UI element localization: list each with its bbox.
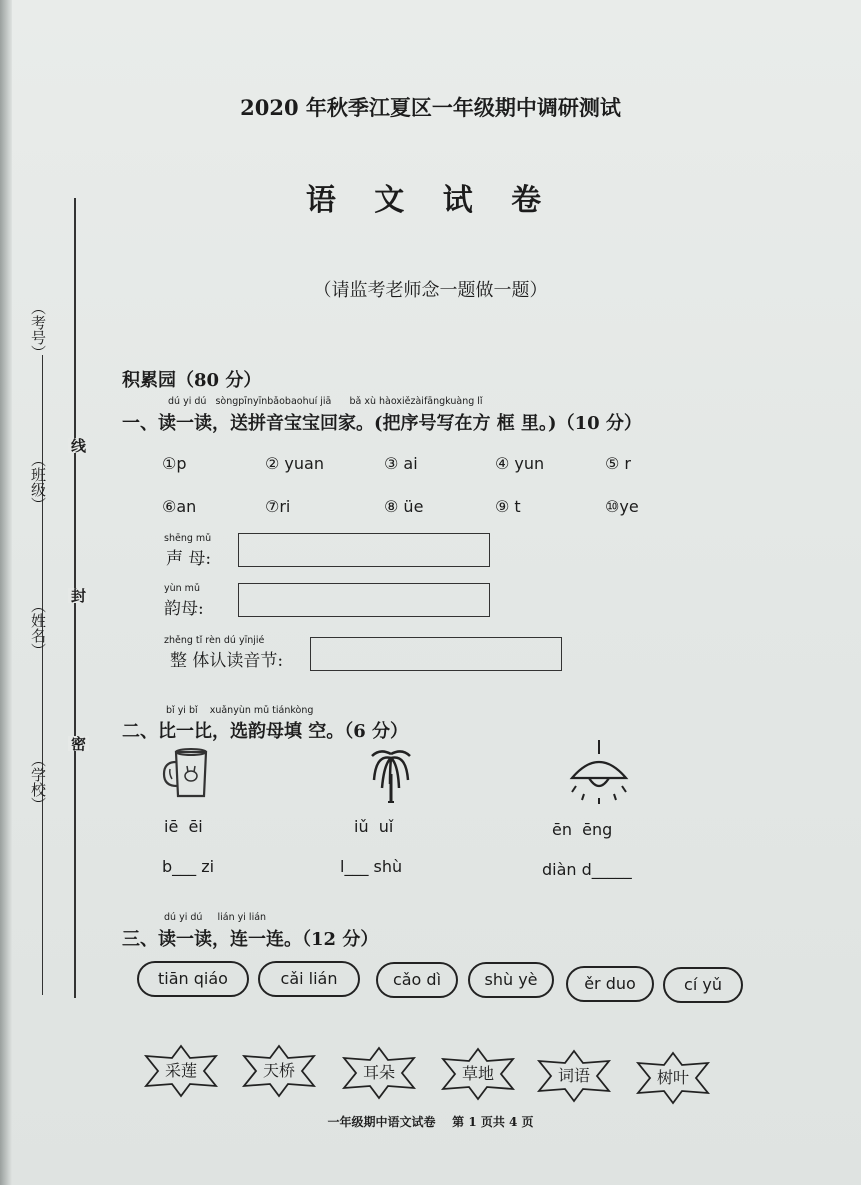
q2-choices-3: ēn ēng bbox=[552, 820, 613, 839]
option-8: ⑧ üe bbox=[384, 497, 424, 516]
word-star-5[interactable] bbox=[537, 1049, 611, 1103]
willow-tree-icon bbox=[366, 744, 416, 808]
q2-blank-2[interactable]: l___ shù bbox=[340, 857, 403, 876]
option-7: ⑦ri bbox=[265, 497, 291, 516]
exam-subject: 语 文 试 卷 bbox=[305, 183, 556, 218]
zhengti-pinyin: zhěng tǐ rèn dú yīnjié bbox=[164, 635, 265, 646]
name-label: （姓名） bbox=[29, 598, 47, 658]
q2-choices-2: iǔ uǐ bbox=[354, 817, 394, 836]
q2-text: 二、比一比，选韵母填 空。（6 分） bbox=[122, 721, 409, 742]
section-title: 积累园（80 分） bbox=[122, 370, 262, 391]
seal-feng-label: 封 bbox=[69, 588, 87, 603]
yunmu-answer-box[interactable] bbox=[238, 583, 490, 617]
pinyin-word-3[interactable]: cǎo dì bbox=[376, 962, 458, 998]
shengmu-answer-box[interactable] bbox=[238, 533, 490, 567]
zhengti-answer-box[interactable] bbox=[310, 637, 562, 671]
shengmu-label: 声 母: bbox=[166, 549, 212, 569]
pinyin-word-1[interactable]: tiān qiáo bbox=[137, 961, 249, 997]
shengmu-pinyin: shēng mǔ bbox=[164, 533, 212, 544]
pinyin-word-4[interactable]: shù yè bbox=[468, 962, 554, 998]
q3-pinyin: dú yi dú lián yi lián bbox=[164, 912, 267, 923]
q2-blank-1[interactable]: b___ zi bbox=[162, 857, 215, 876]
option-9: ⑨ t bbox=[495, 497, 521, 516]
pinyin-word-2[interactable]: cǎi lián bbox=[258, 961, 360, 997]
q2-choices-1: iē ēi bbox=[164, 817, 203, 836]
pinyin-word-5[interactable]: ěr duo bbox=[566, 966, 654, 1002]
word-3: 耳朵 bbox=[362, 1063, 395, 1082]
option-5: ⑤ r bbox=[605, 454, 632, 473]
zhengti-label: 整 体认读音节: bbox=[170, 651, 284, 671]
yunmu-pinyin: yùn mǔ bbox=[164, 583, 200, 594]
word-star-1[interactable] bbox=[144, 1044, 218, 1098]
word-5: 词语 bbox=[557, 1066, 590, 1085]
option-1: ①p bbox=[162, 454, 187, 473]
option-3: ③ ai bbox=[384, 454, 418, 473]
option-4: ④ yun bbox=[495, 454, 545, 473]
word-1: 采莲 bbox=[164, 1061, 197, 1080]
word-star-6[interactable] bbox=[636, 1051, 710, 1105]
school-label: （学校） bbox=[29, 752, 47, 812]
word-6: 树叶 bbox=[656, 1068, 689, 1087]
q2-pinyin: bǐ yi bǐ xuǎnyùn mǔ tiánkòng bbox=[166, 705, 314, 716]
q3-text: 三、读一读，连一连。（12 分） bbox=[122, 929, 379, 950]
q1-text: 一、读一读，送拼音宝宝回家。(把序号写在方 框 里。)（10 分） bbox=[122, 413, 642, 434]
word-4: 草地 bbox=[461, 1064, 494, 1083]
pinyin-word-6[interactable]: cí yǔ bbox=[663, 967, 743, 1003]
word-2: 天桥 bbox=[262, 1061, 295, 1080]
seal-xian-label: 线 bbox=[69, 438, 87, 453]
q2-blank-3[interactable]: diàn d_____ bbox=[542, 860, 632, 879]
option-2: ② yuan bbox=[265, 454, 324, 473]
cup-icon bbox=[160, 744, 218, 806]
proctor-note: （请监考老师念一题做一题） bbox=[313, 280, 548, 301]
sidebar-underline bbox=[42, 355, 43, 995]
exam-number-label: （考号） bbox=[29, 300, 47, 360]
page-footer: 一年级期中语文试卷 第 1 页共 4 页 bbox=[327, 1115, 534, 1129]
class-label: （班级） bbox=[29, 452, 47, 512]
word-star-2[interactable] bbox=[242, 1044, 316, 1098]
exam-title: 2020 年秋季江夏区一年级期中调研测试 bbox=[240, 95, 621, 120]
q1-pinyin: dú yi dú sòngpīnyīnbǎobaohuí jiā bǎ xù hàoxiězàifāngkuàng lǐ bbox=[168, 396, 483, 407]
lamp-icon bbox=[566, 738, 632, 812]
option-10: ⑩ye bbox=[605, 497, 639, 516]
word-star-3[interactable] bbox=[342, 1046, 416, 1100]
seal-mi-label: 密 bbox=[69, 736, 87, 751]
option-6: ⑥an bbox=[162, 497, 197, 516]
yunmu-label: 韵母: bbox=[164, 599, 204, 619]
word-star-4[interactable] bbox=[441, 1047, 515, 1101]
